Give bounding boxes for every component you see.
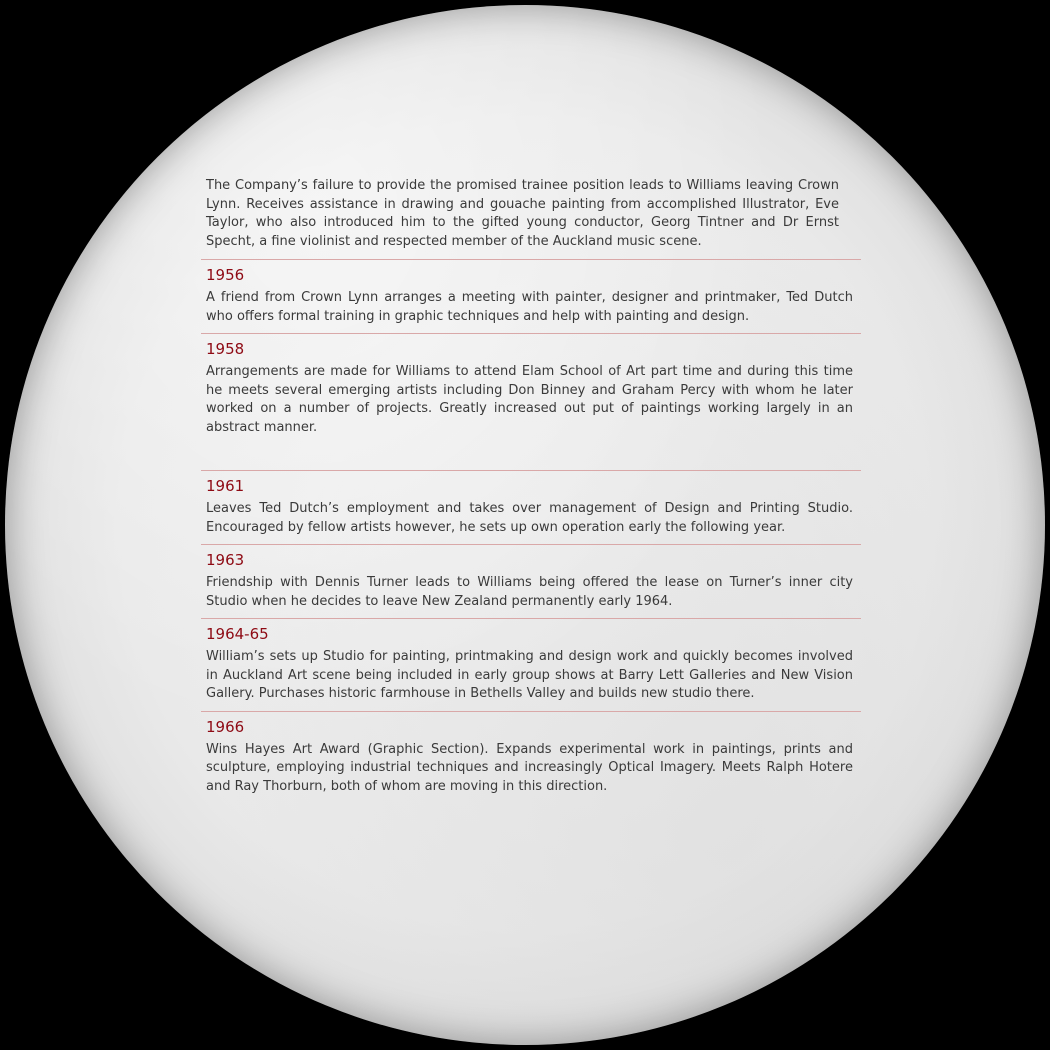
- entry-year: 1958: [206, 340, 245, 358]
- entry-text: Wins Hayes Art Award (Graphic Section). Expands experimental work in paintings, prints and sculpture, employing industrial techniques and increasingly Optical Imagery. Meets Ralph Hotere and Ray Thorburn, both of whom are moving in this direction.: [206, 741, 853, 794]
- entry-text: Leaves Ted Dutch’s employment and takes over management of Design and Printing Studio. Encouraged by fellow artists however, he sets up own operation early the following year.: [206, 501, 853, 535]
- intro-paragraph: The Company’s failure to provide the promised trainee position leads to Williams leaving Crown Lynn. Receives assistance in drawing and gouache painting from accomplished Illustrator, Eve Taylor, who also introduced him to the gifted young conductor, Georg Tintner and Dr Ernst Specht, a fine violinist and respected member of the Auckland music scene.: [206, 178, 839, 249]
- entry-text: A friend from Crown Lynn arranges a meeting with painter, designer and printmaker, Ted Dutch who offers formal training in graphic techniques and help with painting and design.: [206, 290, 853, 324]
- entry-text: Arrangements are made for Williams to attend Elam School of Art part time and during this time he meets several emerging artists including Don Binney and Graham Percy with whom he later worked on a number of projects. Greatly increased out put of paintings working largely in an abstract manner.: [206, 364, 853, 435]
- timeline-entry-1964-65: [201, 618, 861, 711]
- timeline-entry-1966: [201, 711, 861, 804]
- timeline: [201, 175, 861, 803]
- timeline-entry-1963: [201, 544, 861, 618]
- entry-year: 1963: [206, 551, 245, 569]
- timeline-entry-1956: [201, 259, 861, 333]
- entry-text: Friendship with Dennis Turner leads to Williams being offered the lease on Turner’s inner city Studio when he decides to leave New Zealand permanently early 1964.: [206, 575, 853, 609]
- paper-disc: [5, 5, 1045, 1045]
- entry-year: 1961: [206, 477, 245, 495]
- entry-year: 1956: [206, 266, 245, 284]
- timeline-entry-1961: [201, 470, 861, 544]
- entry-text: William’s sets up Studio for painting, printmaking and design work and quickly becomes involved in Auckland Art scene being included in early group shows at Barry Lett Galleries and New Vision Gallery. Purchases historic farmhouse in Bethells Valley and builds new studio there.: [206, 649, 853, 701]
- entry-year: 1964-65: [206, 625, 269, 643]
- entry-year: 1966: [206, 717, 245, 736]
- timeline-entry-1958: [201, 333, 861, 444]
